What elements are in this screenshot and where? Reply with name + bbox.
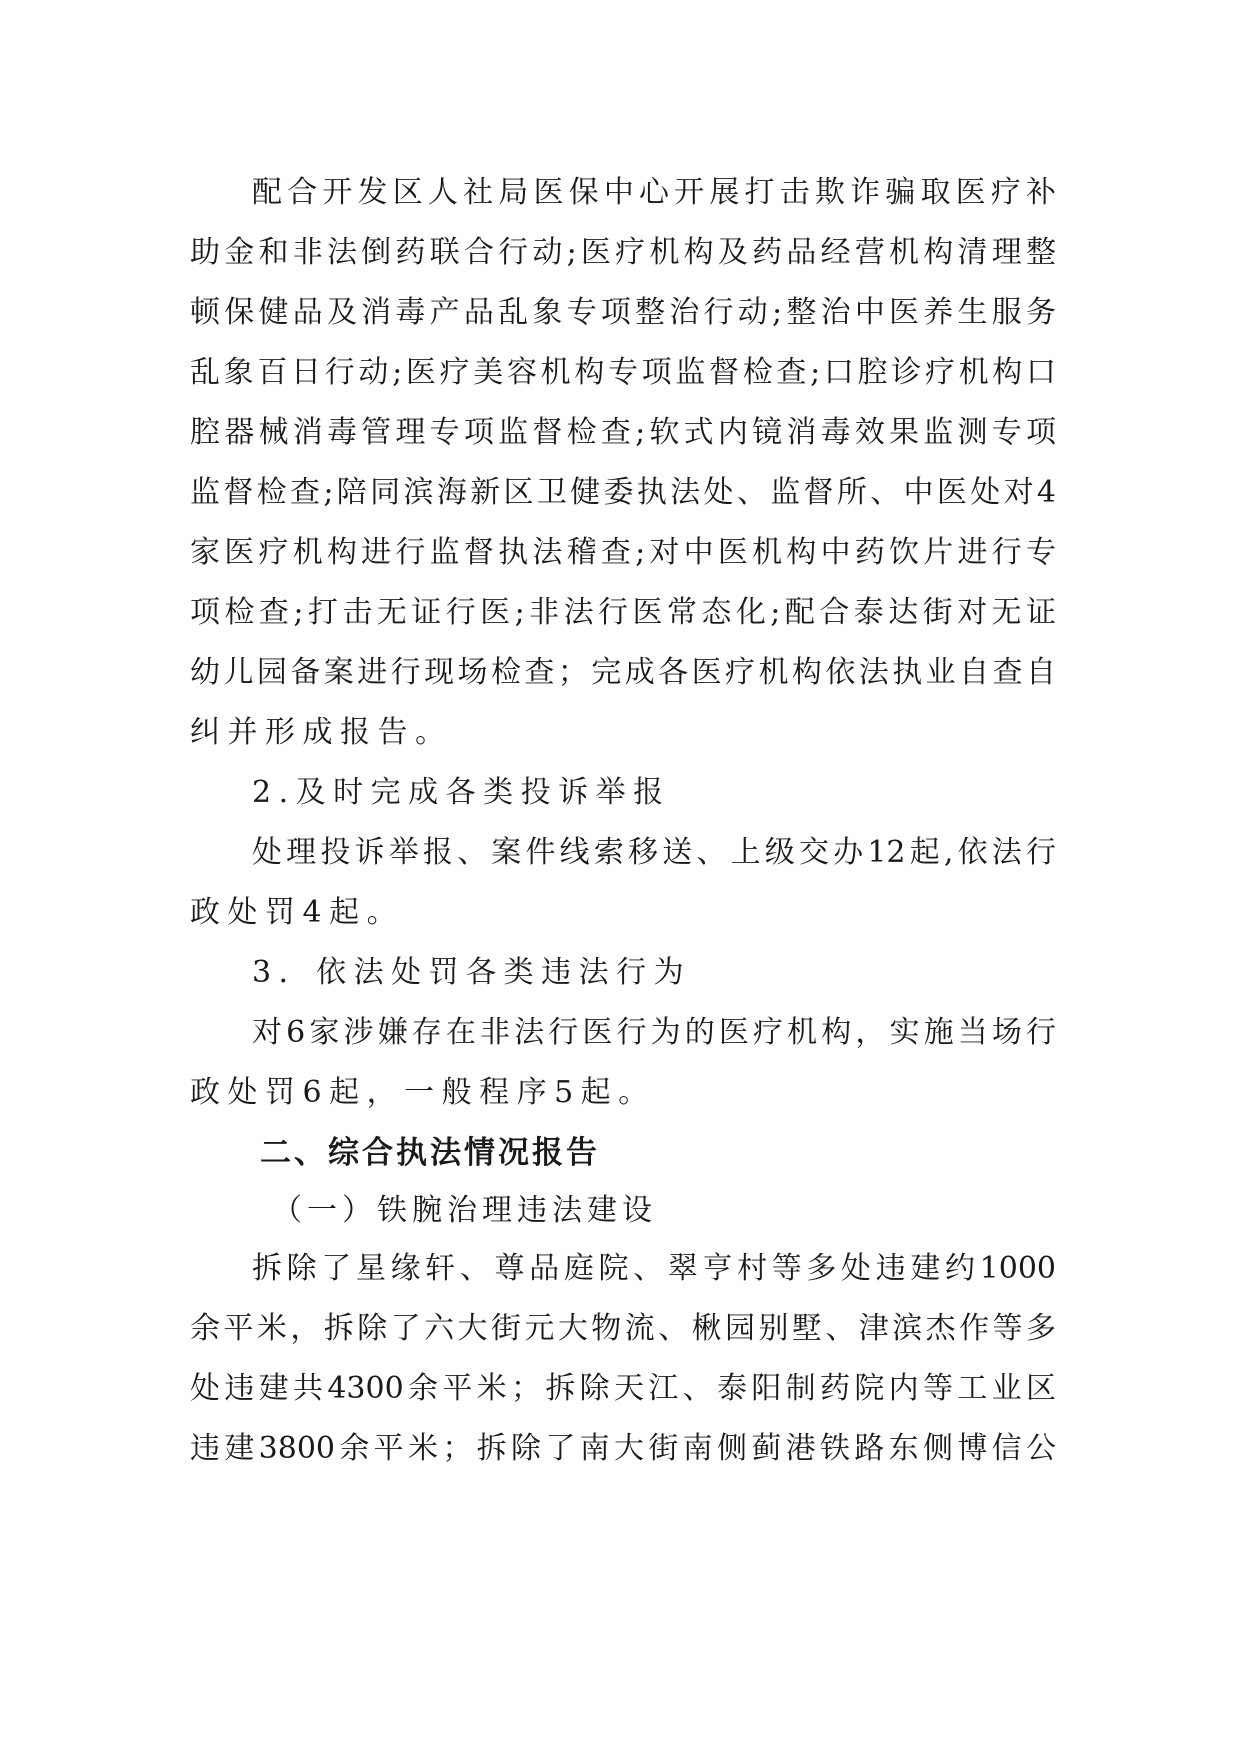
text-line: 家医疗机构进行监督执法稽查;对中医机构中药饮片进行专	[190, 535, 1056, 570]
text-line: 处违建共4300余平米；拆除天江、泰阳制药院内等工业区	[190, 1371, 1056, 1406]
text-line: 政处罚4起。	[190, 895, 405, 930]
heading-complaints: 2.及时完成各类投诉举报	[252, 775, 671, 810]
text-line: 幼儿园备案进行现场检查；完成各医疗机构依法执业自查自	[190, 655, 1056, 690]
text-line: 助金和非法倒药联合行动;医疗机构及药品经营机构清理整	[190, 235, 1056, 270]
text-line: 配合开发区人社局医保中心开展打击欺诈骗取医疗补	[252, 175, 1056, 210]
paragraph-illegal-construction	[190, 1239, 1056, 1479]
text-line: 拆除了星缘轩、尊品庭院、翠亨村等多处违建约1000	[252, 1251, 1056, 1286]
section-heading: 二、综合执法情况报告	[260, 1135, 600, 1171]
text-line: 余平米，拆除了六大街元大物流、楸园别墅、津滨杰作等多	[190, 1311, 1056, 1346]
text-line: 对6家涉嫌存在非法行医行为的医疗机构，实施当场行	[252, 1015, 1056, 1050]
text-line: 顿保健品及消毒产品乱象专项整治行动;整治中医养生服务	[190, 295, 1056, 330]
paragraph-health-inspection-actions	[190, 163, 1056, 763]
text-line: 处理投诉举报、案件线索移送、上级交办12起,依法行	[252, 835, 1056, 870]
subsection-heading: （一）铁腕治理违法建设	[272, 1193, 657, 1228]
text-line: 政处罚6起，一般程序5起。	[190, 1075, 656, 1110]
paragraph-complaints	[190, 823, 1056, 943]
paragraph-penalties	[190, 1003, 1056, 1123]
text-line: 监督检查;陪同滨海新区卫健委执法处、监督所、中医处对4	[190, 475, 1056, 510]
text-line: 项检查;打击无证行医;非法行医常态化;配合泰达街对无证	[190, 595, 1056, 630]
text-line: 违建3800余平米；拆除了南大街南侧蓟港铁路东侧博信公	[190, 1431, 1056, 1466]
text-line: 纠并形成报告。	[190, 715, 453, 750]
document-body	[190, 163, 1056, 1479]
heading-penalties: 3．依法处罚各类违法行为	[252, 955, 692, 990]
text-line: 腔器械消毒管理专项监督检查;软式内镜消毒效果监测专项	[190, 415, 1056, 450]
text-line: 乱象百日行动;医疗美容机构专项监督检查;口腔诊疗机构口	[190, 355, 1056, 390]
